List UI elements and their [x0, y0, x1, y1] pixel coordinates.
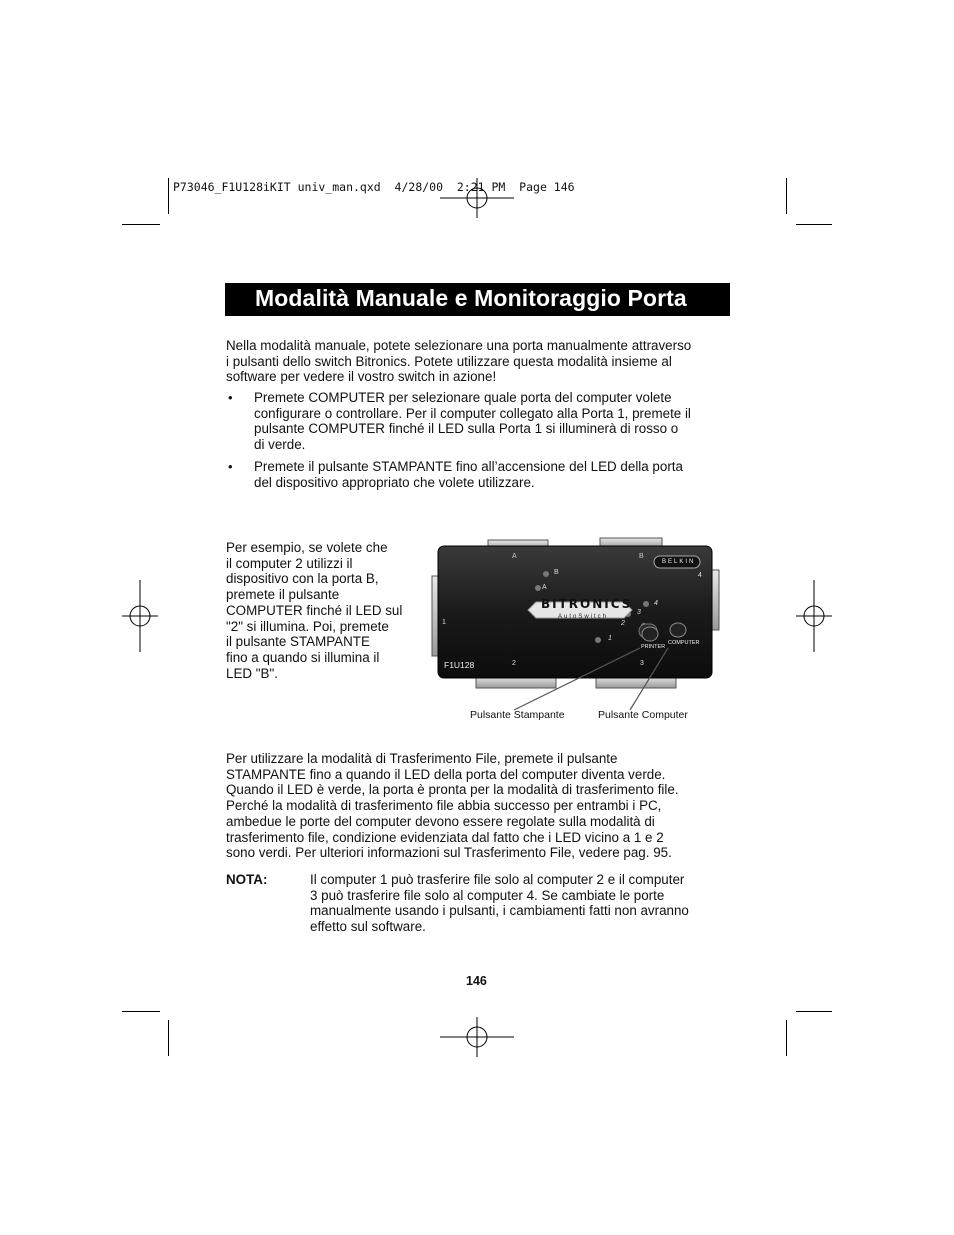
note-line: Il computer 1 può trasferire file solo al computer 2 e il computer — [310, 872, 685, 887]
port-label-4: 4 — [698, 572, 702, 579]
bullet-marker: • — [228, 390, 233, 405]
note-line: effetto sul software. — [310, 919, 426, 935]
note-line: 3 può trasferire file solo al computer 4. Se cambiate le porte — [310, 887, 665, 903]
example-line: premete il pulsante — [226, 587, 340, 603]
computer-button-label: COMPUTER — [668, 640, 700, 646]
intro-line: software per vedere il vostro switch in azione! — [226, 369, 497, 385]
device-subbrand-label: AutoSwitch — [558, 614, 609, 620]
printer-button-label: PRINTER — [641, 644, 666, 650]
print-slug: P73046_F1U128iKIT univ_man.qxd 4/28/00 2:21 PM Page 146 — [173, 180, 575, 194]
example-line: il computer 2 utilizzi il — [226, 555, 353, 571]
example-paragraph — [226, 540, 402, 681]
intro-line: i pulsanti dello switch Bitronics. Potete utilizzare questa modalità insieme al — [226, 353, 672, 369]
example-line: LED "B". — [226, 665, 278, 681]
note-line: manualmente usando i pulsanti, i cambiamenti fatti non avranno — [310, 903, 689, 919]
led-label-a: A — [542, 584, 547, 591]
example-line: Per esempio, se volete che — [226, 540, 388, 555]
transfer-line: ambedue le porte del computer devono essere regolate sulla modalità di — [226, 813, 655, 829]
transfer-line: Per utilizzare la modalità di Trasferimento File, premete il pulsante — [226, 751, 618, 766]
port-label-b: B — [639, 553, 644, 560]
device-maker-label: BELKIN — [662, 559, 696, 565]
page-title: Modalità Manuale e Monitoraggio Porta — [255, 285, 687, 311]
transfer-line: Perché la modalità di trasferimento file abbia successo per entrambi i PC, — [226, 798, 662, 814]
device-brand-label: BITRONICS — [541, 597, 633, 611]
port-label-3: 3 — [640, 660, 644, 667]
led-label-2: 2 — [621, 620, 625, 627]
example-line: il pulsante STAMPANTE — [226, 634, 370, 650]
transfer-line: sono verdi. Per ulteriori informazioni sul Trasferimento File, vedere pag. 95. — [226, 845, 672, 861]
port-label-1: 1 — [442, 619, 446, 626]
example-line: COMPUTER finché il LED sul — [226, 602, 403, 618]
note-body — [310, 872, 689, 935]
bullet-line: configurare o controllare. Per il computer collegato alla Porta 1, premete il — [254, 405, 691, 421]
led-label-1: 1 — [608, 635, 612, 642]
bullet-item — [254, 390, 691, 453]
caption-computer-button: Pulsante Computer — [598, 709, 688, 721]
example-line: "2" si illumina. Poi, premete — [226, 618, 389, 634]
led-label-b: B — [554, 569, 559, 576]
note-label: NOTA: — [226, 872, 268, 887]
transfer-line: STAMPANTE fino a quando il LED della porta del computer diventa verde. — [226, 766, 666, 782]
port-label-a: A — [512, 553, 517, 560]
caption-printer-button: Pulsante Stampante — [470, 709, 565, 721]
page-number: 146 — [466, 974, 487, 988]
bullet-line: del dispositivo appropriato che volete utilizzare. — [254, 474, 535, 490]
port-label-2: 2 — [512, 660, 516, 667]
bullet-marker: • — [228, 459, 233, 474]
bullet-line: pulsante COMPUTER finché il LED sulla Porta 1 si illuminerà di rosso o — [254, 421, 679, 437]
file-transfer-paragraph — [226, 751, 679, 861]
transfer-line: trasferimento file, condizione evidenziata dal fatto che i LED vicino a 1 e 2 — [226, 829, 664, 845]
intro-line: Nella modalità manuale, potete selezionare una porta manualmente attraverso — [226, 338, 692, 353]
led-label-4: 4 — [654, 600, 658, 607]
bullet-line: Premete COMPUTER per selezionare quale porta del computer volete — [254, 390, 672, 405]
intro-paragraph — [226, 338, 691, 385]
bullet-line: di verde. — [254, 437, 306, 453]
example-line: dispositivo con la porta B, — [226, 571, 379, 587]
example-line: fino a quando si illumina il — [226, 649, 380, 665]
device-model-label: F1U128 — [444, 660, 475, 670]
transfer-line: Quando il LED è verde, la porta è pronta per la modalità di trasferimento file. — [226, 782, 679, 798]
page-title-bar — [225, 283, 730, 316]
bullet-item — [254, 459, 683, 490]
bullet-line: Premete il pulsante STAMPANTE fino all’accensione del LED della porta — [254, 459, 683, 474]
led-label-3: 3 — [637, 609, 641, 616]
